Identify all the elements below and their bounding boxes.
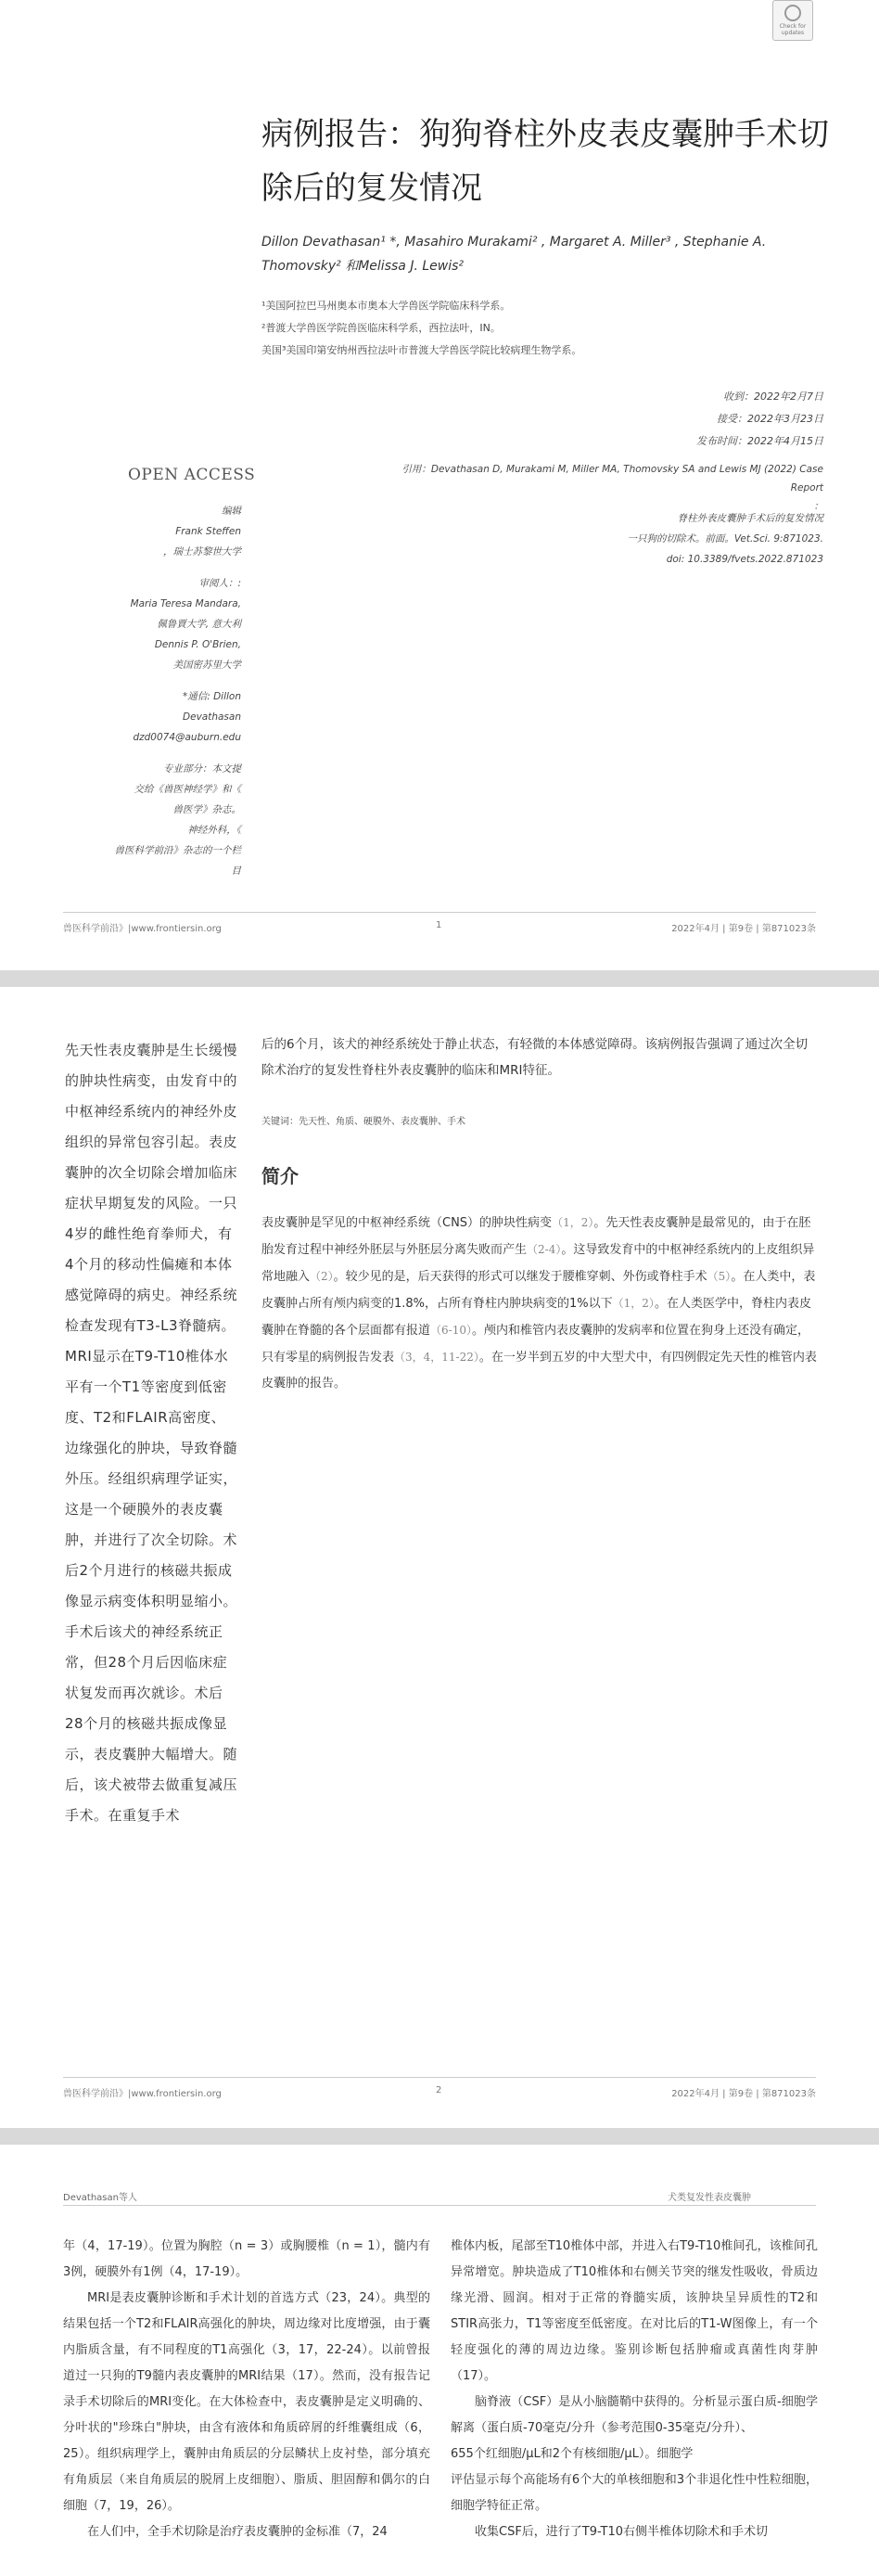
citation-line: 一只狗的切除术。前面。Vet.Sci. 9:871023.	[627, 533, 823, 545]
footer-page-number: 1	[436, 920, 442, 930]
correspondence-block: *通信: Dillon Devathasan dzd0074@auburn.edu	[133, 691, 241, 743]
paragraph: 评估显示每个高能场有6个大的单核细胞和3个非退化性中性粒细胞，细胞学特征正常。	[451, 2473, 818, 2513]
affiliation: ²普渡大学兽医学院兽医临床科学系，西拉法叶，IN。	[261, 322, 501, 334]
citation-colon: ：	[813, 501, 823, 512]
paragraph: 收集CSF后，进行了T9-T10右侧半椎体切除术和手术切	[475, 2525, 768, 2539]
intro-heading: 简介	[261, 1165, 299, 1187]
reference-link[interactable]: （2-4）	[527, 1243, 562, 1256]
editorial-sidebar	[96, 501, 241, 892]
abstract-left-column: 先天性表皮囊肿是生长缓慢的肿块性病变，由发育中的中枢神经系统内的神经外皮组织的异常包容引起。表皮囊肿的次全切除会增加临床症状早期复发的风险。一只4岁的雌性绝育拳师犬，有4个月的移动性偏瘫和本体感觉障碍的病史。神经系统检查发现有T3-L3脊髓病。MRI显示在T9-T10椎体水平有一个T1等密度到低密度、T2和FLAIR高密度、边缘强化的肿块，导致脊髓外压。经组织病理学证实，这是一个硬膜外的表皮囊肿，并进行了次全切除。术后2个月进行的核磁共振成像显示病变体积明显缩小。手术后该犬的神经系统正常，但28个月后因临床症状复发而再次就诊。术后28个月的核磁共振成像显示，表皮囊肿大幅增大。随后，该犬被带去做重复减压手术。在重复手术	[65, 1042, 238, 1824]
intro-text: 表皮囊肿是罕见的中枢神经系统（CNS）的肿块性病变	[261, 1216, 553, 1230]
reference-link[interactable]: （3，4，11-22）	[394, 1351, 479, 1364]
reference-link[interactable]: （1，2）	[612, 1297, 655, 1310]
affiliation: 美国³美国印第安纳州西拉法叶市普渡大学兽医学院比较病理生物学系。	[261, 344, 582, 356]
reference-link[interactable]: （1，2）	[552, 1216, 594, 1229]
page-2	[0, 987, 879, 2128]
footer-journal[interactable]: 兽医科学前沿》|www.frontiersin.org	[63, 924, 222, 934]
article-title: 病例报告：狗狗脊柱外皮表皮囊肿手术切除后的复发情况	[261, 116, 829, 207]
published-date: 发布时间：2022年4月15日	[696, 435, 823, 447]
intro-text: 。在人类医学中，脊柱内表皮囊肿在脊髓的各个层面都有报道	[261, 1297, 811, 1338]
left-text-column	[63, 2234, 430, 2545]
check-for-updates-badge[interactable]	[772, 0, 813, 41]
reference-link[interactable]: （5）	[707, 1270, 732, 1283]
keywords: 关键词：先天性、角质、硬膜外、表皮囊肿、手术	[261, 1117, 465, 1127]
page-footer	[63, 2077, 816, 2097]
intro-paragraph	[261, 1210, 818, 1397]
paragraph: 椎体内板，尾部至T10椎体中部，并进入右T9-T10椎间孔，该椎间孔异常增宽。肿块造成了T10椎体和右侧关节突的继发性吸收，骨质边缘光滑、圆润。相对于正常的脊髓实质，该肿块呈异质性的T2和STIR高张力，T1等密度至低密度。在对比后的T1-W图像上，有一个轻度强化的薄的周边边缘。鉴别诊断包括肿瘤或真菌性肉芽肿（17）。	[451, 2239, 818, 2383]
intro-text: 。在一岁半到五岁的中大型犬中，有四例假定先天性的椎管内表皮囊肿的报告。	[261, 1351, 817, 1391]
header-short-title: 犬类复发性表皮囊肿	[668, 2193, 751, 2203]
citation-doi[interactable]: doi: 10.3389/fvets.2022.871023	[666, 554, 823, 565]
open-access-label: OPEN ACCESS	[128, 466, 256, 484]
intro-text: 。颅内和椎管内表皮囊肿的发病率和位置在狗身上还没有确定，只有零星的病例报告发表	[261, 1324, 809, 1365]
article-dates	[696, 386, 823, 453]
footer-journal[interactable]: 兽医科学前沿》|www.frontiersin.org	[63, 2089, 222, 2099]
citation-text: 引用：Devathasan D, Murakami M, Miller MA, Thomovsky SA and Lewis MJ (2022) Case Report	[401, 464, 823, 493]
page-footer	[63, 912, 816, 932]
footer-issue: 2022年4月 | 第9卷 | 第871023条	[671, 2089, 816, 2099]
page-1	[0, 0, 879, 970]
specialty-section-block: 专业部分：本文提 交给《兽医神经学》和《 兽医学》杂志。 神经外科，《 兽医科学前沿》杂志的一个栏 目	[114, 763, 241, 877]
author-list: Dillon Devathasan¹ *, Masahiro Murakami² , Margaret A. Miller³ , Stephanie A. Thomovsky² 和Melissa J. Lewis²	[261, 235, 767, 274]
editor-block: 编辑 Frank Steffen ，瑞士苏黎世大学	[163, 506, 241, 557]
intro-text: 。较少见的是，后天获得的形式可以继发于腰椎穿刺、外伤或脊柱手术	[333, 1270, 707, 1284]
citation-line: 脊柱外表皮囊肿手术后的复发情况	[677, 513, 823, 524]
intro-text: 。在人类中，表皮囊肿占所有颅内病变的1.8%，占所有脊柱内肿块病变的1%以下	[261, 1270, 816, 1311]
paragraph: 脑脊液（CSF）是从小脑髓鞘中获得的。分析显示蛋白质-细胞学解离（蛋白质-70毫克/分升（参考范围0-35毫克/分升）、	[451, 2395, 818, 2435]
running-header	[63, 2185, 816, 2206]
update-icon	[784, 5, 801, 21]
header-authors: Devathasan等人	[63, 2193, 137, 2203]
citation-body	[519, 508, 823, 570]
footer-page-number: 2	[436, 2085, 442, 2095]
reference-link[interactable]: （2）	[310, 1270, 334, 1283]
affiliation: ¹美国阿拉巴马州奥本市奥本大学兽医学院临床科学系。	[261, 300, 511, 312]
badge-label: Check for updates	[779, 23, 807, 36]
reviewer-block: 审阅人：: Maria Teresa Mandara, 佩鲁賈大学, 意大利 Dennis P. O'Brien, 美国密苏里大学	[130, 578, 241, 671]
affiliations	[261, 295, 818, 362]
citation-label	[388, 460, 823, 516]
reference-link[interactable]: （6-10）	[430, 1324, 472, 1337]
paragraph: 在人们中，全手术切除是治疗表皮囊肿的金标准（7，24	[87, 2525, 388, 2539]
footer-issue: 2022年4月 | 第9卷 | 第871023条	[671, 924, 816, 934]
intro-text: 。这导致发育中的中枢神经系统内的上皮组织异常地融入	[261, 1243, 815, 1284]
right-text-column	[451, 2234, 818, 2545]
accepted-date: 接受：2022年3月23日	[717, 413, 823, 425]
paragraph: MRI是表皮囊肿诊断和手术计划的首选方式（23，24）。典型的结果包括一个T2和FLAIR高强化的肿块，周边缘对比度增强，由于囊内脂质含量，有不同程度的T1高强化（3，17，22-24）。以前曾报道过一只狗的T9髓内表皮囊肿的MRI结果（17）。然而，没有报告记录手术切除后的MRI变化。在大体检查中，表皮囊肿是定义明确的、分叶状的"珍珠白"肿块，由含有液体和角质碎屑的纤维囊组成（6，25）。组织病理学上，囊肿由角质层的分层鳞状上皮衬垫，部分填充有角质层（来自角质层的脱屑上皮细胞）、脂质、胆固醇和偶尔的白细胞（7，19，26）。	[63, 2291, 430, 2513]
paragraph: 655个红细胞/μL和2个有核细胞/μL）。细胞学	[451, 2447, 694, 2461]
abstract-right-column: 后的6个月，该犬的神经系统处于静止状态，有轻微的本体感觉障碍。该病例报告强调了通过次全切除术治疗的复发性脊柱外表皮囊肿的临床和MRI特征。	[261, 1037, 809, 1078]
intro-text: 。先天性表皮囊肿是最常见的，由于在胚胎发育过程中神经外胚层与外胚层分离失败而产生	[261, 1216, 811, 1257]
received-date: 收到：2022年2月7日	[723, 391, 823, 403]
page-3	[0, 2145, 879, 2576]
paragraph: 年（4，17-19）。位置为胸腔（n = 3）或胸腰椎（n = 1），髓内有3例，硬膜外有1例（4，17-19）。	[63, 2239, 430, 2279]
